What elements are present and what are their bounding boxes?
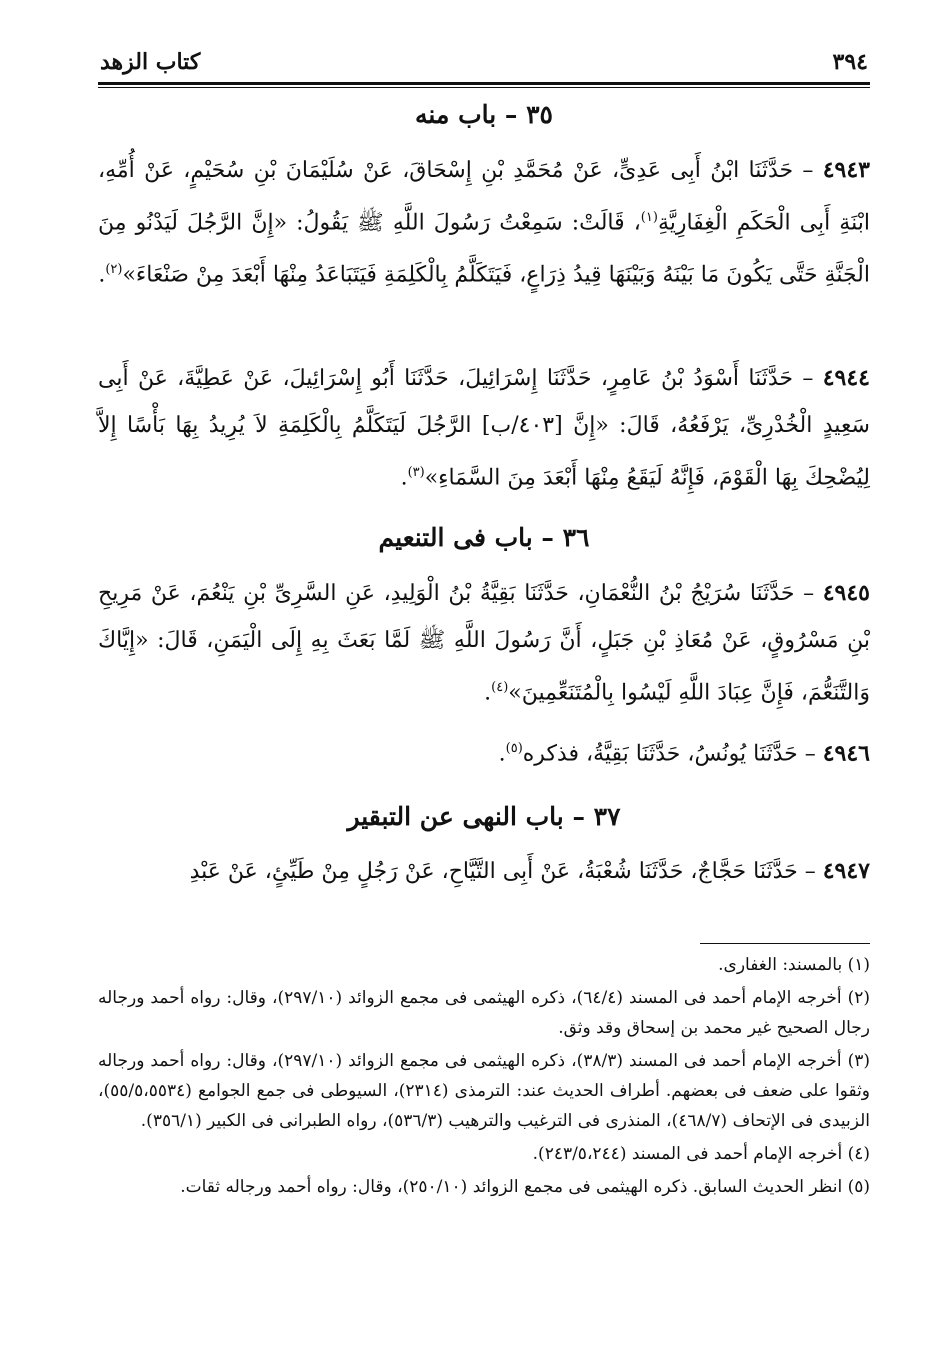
footnote-marker: (٣) <box>407 465 425 480</box>
hadith-number: ٤٩٤٣ <box>822 157 870 183</box>
hadith-text: – حَدَّثَنَا حَجَّاجٌ، حَدَّثَنَا شُعْبَةُ، عَنْ أَبِى التَّيَّاحِ، عَنْ رَجُلٍ مِنْ طَيِّئٍ، عَنْ عَبْدِ <box>189 859 816 884</box>
section-heading: ٣٥ – باب منه <box>415 100 553 129</box>
hadith-text: . <box>98 262 106 288</box>
hadith-number: ٤٩٤٤ <box>822 365 870 391</box>
header-divider <box>98 82 870 88</box>
hadith-text: . <box>484 680 492 706</box>
page-header <box>100 42 868 82</box>
hadith-number: ٤٩٤٦ <box>822 740 870 767</box>
hadith-paragraph <box>98 725 870 777</box>
footnote: (٥) انظر الحديث السابق. ذكره الهيثمى فى مجمع الزوائد (٢٥٠/١٠)، وقال: رواه أحمد ورجاله ثقات. <box>180 1177 870 1197</box>
section-heading: ٣٦ – باب فى التنعيم <box>378 523 590 552</box>
footnote-marker: (٥) <box>505 741 523 756</box>
hadith-paragraph <box>98 848 870 895</box>
footnote-marker: (٢) <box>105 262 123 278</box>
book-title: كتاب الزهد <box>100 49 201 75</box>
footnote: (١) بالمسند: الغفارى. <box>718 955 870 975</box>
hadith-text: – حَدَّثَنَا يُونُسُ، حَدَّثَنَا بَقِيَّةُ، فذكره <box>522 741 816 767</box>
footnote-marker: (٤) <box>491 680 509 695</box>
hadith-text: . <box>498 741 506 767</box>
footnote: (٢) أخرجه الإمام أحمد فى المسند (٦٤/٤)، ذكره الهيثمى فى مجمع الزوائد (٢٩٧/١٠)، وقال: رواه أحمد ورجاله رجال الصحيح غير محمد بن إسحاق وقد وثق. <box>98 988 870 1038</box>
footnote-divider <box>700 943 870 944</box>
footnote: (٤) أخرجه الإمام أحمد فى المسند (٢٤٣/٥،٢٤٤). <box>532 1144 870 1164</box>
hadith-text: – حَدَّثَنَا أَسْوَدُ بْنُ عَامِرٍ، حَدَّثَنَا إِسْرَائِيلَ، حَدَّثَنَا أَبُو إِسْرَائِيلَ، عَنْ عَطِيَّةَ، عَنْ أَبِى سَعِيدٍ الْخُدْرِىِّ، يَرْفَعُهُ، قَالَ: «إِنَّ [٤٠٣/ب] الرَّجُلَ لَيَتَكَلَّمُ بِالْكَلِمَةِ لاَ يُرِيدُ بِهَا بَأْسًا إِلاَّ لِيُضْحِكَ بِهَا الْقَوْمَ، فَإِنَّهُ لَيَقَعُ مِنْهَا أَبْعَدَ مِنَ السَّمَاءِ» <box>98 366 870 491</box>
section-heading: ٣٧ – باب النهى عن التبقير <box>347 802 621 831</box>
hadith-text: . <box>400 465 408 491</box>
hadith-number: ٤٩٤٥ <box>822 580 870 606</box>
footnote-marker: (١) <box>640 210 658 225</box>
footnotes <box>98 950 870 1205</box>
page-number: ٣٩٤ <box>832 49 868 75</box>
hadith-number: ٤٩٤٧ <box>822 858 870 884</box>
hadith-text: – حَدَّثَنَا ابْنُ أَبِى عَدِىٍّ، عَنْ مُحَمَّدِ بْنِ إِسْحَاقَ، عَنْ سُلَيْمَانَ بْنِ سُحَيْمٍ، عَنْ أُمِّهِ، ابْنَةِ أَبِى الْحَكَمِ الْغِفَارِيَّةِ <box>98 158 870 236</box>
hadith-paragraph <box>98 147 870 299</box>
hadith-paragraph <box>98 570 870 716</box>
hadith-paragraph <box>98 355 870 501</box>
hadith-text: – حَدَّثَنَا سُرَيْجُ بْنُ النُّعْمَانِ، حَدَّثَنَا بَقِيَّةُ بْنُ الْوَلِيدِ، عَنِ السَّرِىِّ بْنِ يَنْعُمَ، عَنْ مَرِيحِ بْنِ مَسْرُوقٍ، عَنْ مُعَاذِ بْنِ جَبَلٍ، أَنَّ رَسُولَ اللَّهِ ﷺ لَمَّا بَعَثَ بِهِ إِلَى الْيَمَنِ، قَالَ: «إِيَّاكَ وَالتَّنَعُّمَ، فَإِنَّ عِبَادَ اللَّهِ لَيْسُوا بِالْمُتَنَعِّمِينَ» <box>98 581 870 706</box>
hadith-text: ، قَالَتْ: سَمِعْتُ رَسُولَ اللَّهِ ﷺ يَقُولُ: «إِنَّ الرَّجُلَ لَيَدْنُو مِنَ الْجَنَّةِ حَتَّى يَكُونَ مَا بَيْنَهُ وَبَيْنَهَا قِيدُ ذِرَاعٍ، فَيَتَكَلَّمُ بِالْكَلِمَةِ فَيَتَبَاعَدُ مِنْهَا أَبْعَدَ مِنْ صَنْعَاءَ» <box>98 210 870 288</box>
footnote: (٣) أخرجه الإمام أحمد فى المسند (٣٨/٣)، ذكره الهيثمى فى مجمع الزوائد (٢٩٧/١٠)، وقال: رواه أحمد ورجاله وثقوا على ضعف فى بعضهم. أطراف الحديث عند: الترمذى (٢٣١٤)، السيوطى فى جمع الجوامع (٥٥/٥،٥٥٣٤)، الزبيدى فى الإتحاف (٤٦٨/٧)، المنذرى فى الترغيب والترهيب (٥٣٦/٣)، رواه الطبرانى فى الكبير (٣٥٦/١). <box>98 1051 871 1131</box>
